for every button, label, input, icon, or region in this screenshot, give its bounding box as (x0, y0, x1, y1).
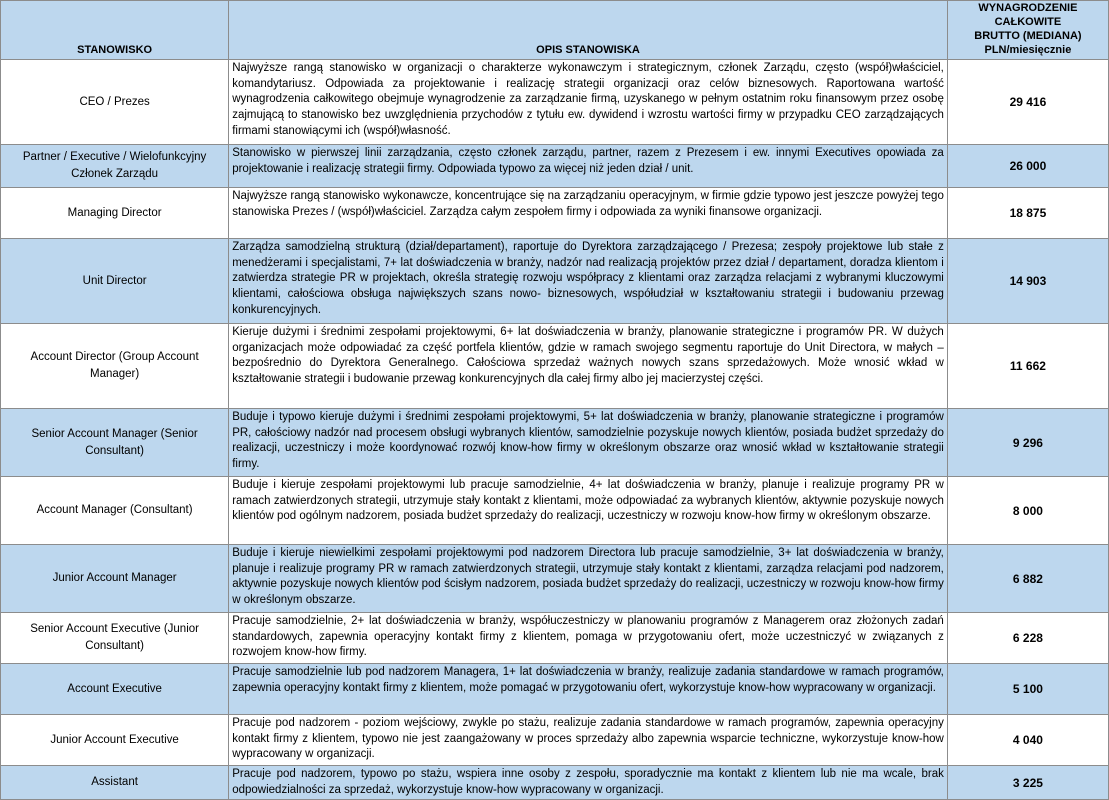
position-cell: CEO / Prezes (1, 60, 229, 145)
position-cell: Junior Account Manager (1, 545, 229, 613)
description-cell: Zarządza samodzielną strukturą (dział/departament), raportuje do Dyrektora zarządzającego / Prezesa; zespoły projektowe lub stałe z menedżerami i specjalistami, 7+ lat doświadczenia w branży, nadzór nad realizacją projektów przez dział / departament, doradza klientom i zatwierdza strategie PR w projektach, określa strategię rozwoju współpracy z klientami oraz zarządza relacjami z wybranymi kluczowymi klientami, całościowa obsługa największych szans nowo- biznesowych, współudział w kształtowaniu strategii i budowaniu przewag konkurencyjnych. (229, 239, 948, 324)
header-row (1, 1, 1109, 60)
table-row (1, 664, 1109, 715)
header-position: STANOWISKO (1, 1, 229, 60)
salary-cell: 8 000 (947, 477, 1108, 545)
description-cell: Kieruje dużymi i średnimi zespołami projektowymi, 6+ lat doświadczenia w branży, planowanie strategiczne i programów PR. W dużych organizacjach może odpowiadać za część portfela klientów, gdzie w ramach swojego segmentu raportuje do Unit Directora, w małych – bezpośrednio do Dyrektora Generalnego. Całościowa sprzedaż ważnych nowych szans sprzedażowych. Może wnosić wkład w kształtowanie strategii i budowanie przewag konkurencyjnych dla całej firmy albo jej macierzystej części. (229, 324, 948, 409)
table-row (1, 477, 1109, 545)
header-salary-line2: BRUTTO (MEDIANA) (974, 30, 1082, 42)
salary-cell: 6 882 (947, 545, 1108, 613)
header-salary-line1: WYNAGRODZENIE CAŁKOWITE (978, 2, 1078, 28)
table-row (1, 545, 1109, 613)
header-salary (947, 1, 1108, 60)
salary-cell: 26 000 (947, 145, 1108, 188)
salary-cell: 9 296 (947, 409, 1108, 477)
table-row (1, 60, 1109, 145)
description-cell: Buduje i kieruje niewielkimi zespołami projektowymi pod nadzorem Directora lub pracuje samodzielnie, 3+ lat doświadczenia w branży, planuje i realizuje programy PR w ramach zatwierdzonych strategii, utrzymuje stały kontakt z klientami, zarządza relacjami pod nadzorem, aktywnie pozyskuje nowych klientów pod ścisłym nadzorem, posiada budżet sprzedaży do realizacji, uczestniczy w rozwoju know-how firmy w określonym obszarze. (229, 545, 948, 613)
position-cell: Account Executive (1, 664, 229, 715)
table-row (1, 145, 1109, 188)
table-row (1, 766, 1109, 800)
table-row (1, 409, 1109, 477)
salary-cell: 5 100 (947, 664, 1108, 715)
header-description: OPIS STANOWISKA (229, 1, 948, 60)
description-cell: Pracuje pod nadzorem, typowo po stażu, wspiera inne osoby z zespołu, sporadycznie ma kontakt z klientem lub nie ma wcale, brak odpowiedzialności za sprzedaż, wykorzystuje know-how wypracowany w organizacji. (229, 766, 948, 800)
position-cell: Account Director (Group Account Manager) (1, 324, 229, 409)
description-cell: Pracuje samodzielnie, 2+ lat doświadczenia w branży, współuczestniczy w planowaniu programów z Managerem oraz złożonych zadań standardowych, zapewnia operacyjny kontakt firmy z klientem, pomaga w przygotowaniu ofert, może uczestniczyć w związanych z rozwojem know-how firmy. (229, 613, 948, 664)
table-row (1, 715, 1109, 766)
salary-cell: 4 040 (947, 715, 1108, 766)
salary-cell: 11 662 (947, 324, 1108, 409)
position-cell: Senior Account Executive (Junior Consultant) (1, 613, 229, 664)
header-salary-line3: PLN/miesięcznie (984, 44, 1072, 56)
description-cell: Pracuje samodzielnie lub pod nadzorem Managera, 1+ lat doświadczenia w branży, realizuje zadania standardowe w ramach programów, zapewnia operacyjny kontakt firmy z klientem, może pomagać w przygotowaniu ofert, wykorzystuje know-how wypracowany w organizacji. (229, 664, 948, 715)
description-cell: Pracuje pod nadzorem - poziom wejściowy, zwykle po stażu, realizuje zadania standardowe w ramach programów, zapewnia operacyjny kontakt firmy z klientem, typowo nie jest zaangażowany w proces sprzedaży albo zapewnia wsparcie techniczne, wykorzystuje know-how wypracowany w organizacji. (229, 715, 948, 766)
position-cell: Account Manager (Consultant) (1, 477, 229, 545)
description-cell: Stanowisko w pierwszej linii zarządzania, często członek zarządu, partner, razem z Prezesem i ew. innymi Executives opowiada za projektowanie i realizację strategii firmy. Odpowiada typowo za więcej niż jeden dział / unit. (229, 145, 948, 188)
table-row (1, 613, 1109, 664)
table-row (1, 239, 1109, 324)
position-cell: Managing Director (1, 188, 229, 239)
description-cell: Najwyższe rangą stanowisko wykonawcze, koncentrujące się na zarządzaniu operacyjnym, w firmie gdzie typowo jest jeszcze powyżej tego stanowiska Prezes / (współ)właściciel. Zarządza całym zespołem firmy i odpowiada za wyniki finansowe organizacji. (229, 188, 948, 239)
position-cell: Unit Director (1, 239, 229, 324)
table-row (1, 188, 1109, 239)
salary-cell: 6 228 (947, 613, 1108, 664)
description-cell: Buduje i typowo kieruje dużymi i średnimi zespołami projektowymi, 5+ lat doświadczenia w branży, planowanie strategiczne i programów PR, całościowy nadzór nad procesem obsługi wybranych klientów, samodzielnie pozyskuje nowych klientów, posiada budżet sprzedaży do realizacji, uczestniczy i może koordynować rozwój know-how firmy w określonym obszarze oraz wnosić wkład w kształtowanie strategii firmy. (229, 409, 948, 477)
position-cell: Junior Account Executive (1, 715, 229, 766)
position-cell: Assistant (1, 766, 229, 800)
salary-cell: 14 903 (947, 239, 1108, 324)
description-cell: Buduje i kieruje zespołami projektowymi lub pracuje samodzielnie, 4+ lat doświadczenia w branży, planuje i realizuje programy PR w ramach zatwierdzonych strategii, utrzymuje stały kontakt z klientami, może odpowiadać za wybranych klientów, aktywnie pozyskuje nowych klientów pod ogólnym nadzorem, posiada budżet sprzedaży do realizacji, uczestniczy w rozwoju know-how firmy w określonym obszarze. (229, 477, 948, 545)
salary-cell: 3 225 (947, 766, 1108, 800)
position-cell: Senior Account Manager (Senior Consultant) (1, 409, 229, 477)
description-cell: Najwyższe rangą stanowisko w organizacji o charakterze wykonawczym i strategicznym, członek Zarządu, często (współ)właściciel, komandytariusz. Odpowiada za projektowanie i realizację strategii organizacji oraz celów biznesowych. Raportowana wartość wynagrodzenia całkowitego obejmuje wynagrodzenie za zarządzanie firmą, uzyskanego w pełnym ostatnim roku finansowym przez osobę zajmującą to stanowisko bez uwzględnienia przychodów z tytułu ew. dywidend i wzrostu wartości firmy w przypadku CEO zarządzających firmami stanowiącymi ich (współ)własność. (229, 60, 948, 145)
salary-cell: 29 416 (947, 60, 1108, 145)
table-row (1, 324, 1109, 409)
salary-cell: 18 875 (947, 188, 1108, 239)
position-cell: Partner / Executive / Wielofunkcyjny Członek Zarządu (1, 145, 229, 188)
